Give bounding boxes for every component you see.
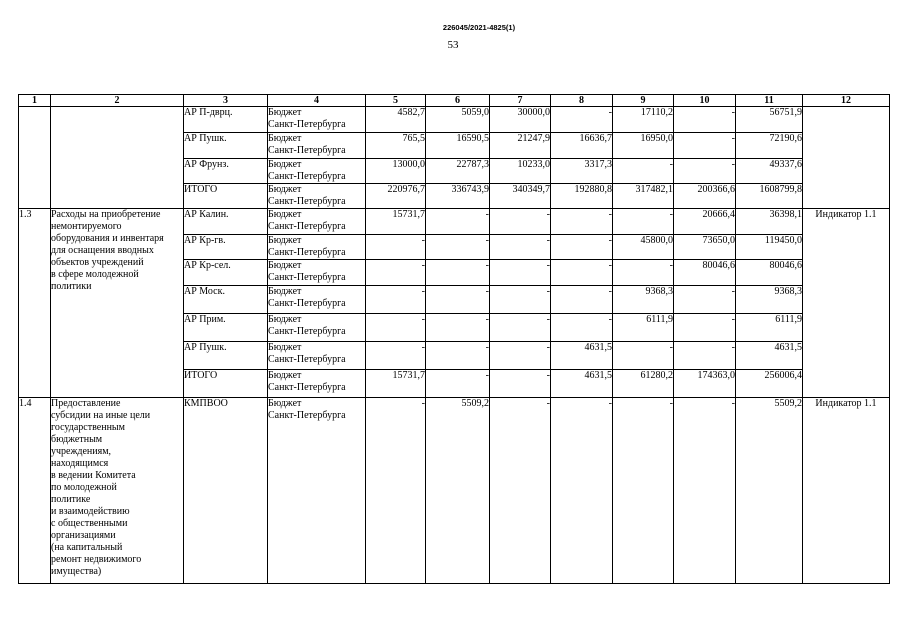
item-number-cell: 1.4 [19,398,51,584]
column-header: 11 [736,95,803,107]
value-cell: 73650,0 [674,235,736,260]
value-cell: - [674,107,736,133]
value-cell: 15731,7 [366,209,426,235]
value-cell: 4582,7 [366,107,426,133]
executor-cell: АР Кр-сел. [184,260,268,286]
value-cell: 317482,1 [613,184,674,209]
item-description-cell: Предоставление субсидии на иные цели государственным бюджетным учреждениям, находящимся в ведении Комитета по молодежной политике и взаимодействию с общественными организациями (на капитальный ремонт недвижимого имущества) [51,398,184,584]
value-cell: - [366,342,426,370]
total-value-cell: 80046,6 [736,260,803,286]
funding-source-cell: Бюджет Санкт-Петербурга [268,133,366,159]
total-value-cell: 49337,6 [736,159,803,184]
value-cell: 9368,3 [613,286,674,314]
table-row [19,398,890,584]
item-number-cell [19,107,51,209]
value-cell: 192880,8 [551,184,613,209]
document-id: 226045/2021-4825(1) [442,23,516,32]
value-cell: - [366,314,426,342]
value-cell: - [490,235,551,260]
total-value-cell: 72190,6 [736,133,803,159]
value-cell: 16950,0 [613,133,674,159]
total-value-cell: 36398,1 [736,209,803,235]
value-cell: - [426,314,490,342]
value-cell: - [613,260,674,286]
value-cell: 340349,7 [490,184,551,209]
value-cell: - [551,286,613,314]
column-header: 3 [184,95,268,107]
funding-source-cell: Бюджет Санкт-Петербурга [268,286,366,314]
value-cell: - [613,209,674,235]
executor-cell: АР Фрунз. [184,159,268,184]
value-cell: - [613,342,674,370]
value-cell: 61280,2 [613,370,674,398]
executor-cell: АР Кр-гв. [184,235,268,260]
value-cell: - [366,260,426,286]
total-value-cell: 4631,5 [736,342,803,370]
total-value-cell: 256006,4 [736,370,803,398]
funding-source-cell: Бюджет Санкт-Петербурга [268,184,366,209]
value-cell: 15731,7 [366,370,426,398]
total-value-cell: 5509,2 [736,398,803,584]
executor-cell: АР П-дврц. [184,107,268,133]
column-header: 7 [490,95,551,107]
value-cell: - [551,209,613,235]
funding-source-cell: Бюджет Санкт-Петербурга [268,370,366,398]
column-header: 10 [674,95,736,107]
total-value-cell: 6111,9 [736,314,803,342]
value-cell: 6111,9 [613,314,674,342]
value-cell: - [674,159,736,184]
indicator-cell: Индикатор 1.1 [803,398,890,584]
funding-source-cell: Бюджет Санкт-Петербурга [268,342,366,370]
value-cell: - [426,342,490,370]
value-cell: 45800,0 [613,235,674,260]
budget-table [18,94,890,584]
value-cell: - [490,314,551,342]
value-cell: - [426,209,490,235]
value-cell: 5509,2 [426,398,490,584]
indicator-cell: Индикатор 1.1 [803,209,890,398]
column-header: 8 [551,95,613,107]
value-cell: 174363,0 [674,370,736,398]
value-cell: - [490,398,551,584]
table-row [19,209,890,235]
value-cell: - [674,133,736,159]
item-description-cell [51,107,184,209]
page-number: 53 [447,39,459,51]
value-cell: - [613,398,674,584]
executor-cell: АР Прим. [184,314,268,342]
executor-cell: АР Пушк. [184,133,268,159]
value-cell: 22787,3 [426,159,490,184]
funding-source-cell: Бюджет Санкт-Петербурга [268,235,366,260]
value-cell: - [426,286,490,314]
table-row [19,107,890,133]
value-cell: 20666,4 [674,209,736,235]
executor-cell: ИТОГО [184,370,268,398]
value-cell: 13000,0 [366,159,426,184]
value-cell: - [551,107,613,133]
value-cell: 16590,5 [426,133,490,159]
value-cell: - [613,159,674,184]
value-cell: 4631,5 [551,370,613,398]
total-value-cell: 1608799,8 [736,184,803,209]
total-value-cell: 56751,9 [736,107,803,133]
value-cell: 16636,7 [551,133,613,159]
value-cell: - [490,342,551,370]
item-description-cell: Расходы на приобретение немонтируемого оборудования и инвентаря для оснащения вводных объектов учреждений в сфере молодежной политики [51,209,184,398]
executor-cell: ИТОГО [184,184,268,209]
executor-cell: АР Пушк. [184,342,268,370]
value-cell: 21247,9 [490,133,551,159]
total-value-cell: 9368,3 [736,286,803,314]
value-cell: 336743,9 [426,184,490,209]
value-cell: 220976,7 [366,184,426,209]
value-cell: - [490,286,551,314]
column-header: 9 [613,95,674,107]
value-cell: - [551,235,613,260]
funding-source-cell: Бюджет Санкт-Петербурга [268,209,366,235]
value-cell: - [490,209,551,235]
funding-source-cell: Бюджет Санкт-Петербурга [268,260,366,286]
value-cell: 80046,6 [674,260,736,286]
value-cell: 3317,3 [551,159,613,184]
funding-source-cell: Бюджет Санкт-Петербурга [268,398,366,584]
value-cell: - [674,314,736,342]
value-cell: - [551,398,613,584]
column-header: 4 [268,95,366,107]
column-header: 2 [51,95,184,107]
value-cell: - [674,398,736,584]
value-cell: 765,5 [366,133,426,159]
value-cell: 200366,6 [674,184,736,209]
value-cell: - [426,370,490,398]
value-cell: 17110,2 [613,107,674,133]
value-cell: - [426,260,490,286]
column-header: 6 [426,95,490,107]
value-cell: - [426,235,490,260]
column-header: 12 [803,95,890,107]
indicator-cell [803,107,890,209]
value-cell: - [490,260,551,286]
value-cell: 30000,0 [490,107,551,133]
executor-cell: АР Калин. [184,209,268,235]
executor-cell: КМПВОО [184,398,268,584]
value-cell: - [490,370,551,398]
table-header-row [19,95,890,107]
value-cell: - [551,260,613,286]
value-cell: - [674,286,736,314]
total-value-cell: 119450,0 [736,235,803,260]
value-cell: 5059,0 [426,107,490,133]
value-cell: - [366,235,426,260]
column-header: 1 [19,95,51,107]
value-cell: - [674,342,736,370]
funding-source-cell: Бюджет Санкт-Петербурга [268,314,366,342]
funding-source-cell: Бюджет Санкт-Петербурга [268,107,366,133]
executor-cell: АР Моск. [184,286,268,314]
value-cell: - [366,286,426,314]
value-cell: - [366,398,426,584]
funding-source-cell: Бюджет Санкт-Петербурга [268,159,366,184]
column-header: 5 [366,95,426,107]
value-cell: 10233,0 [490,159,551,184]
value-cell: 4631,5 [551,342,613,370]
item-number-cell: 1.3 [19,209,51,398]
value-cell: - [551,314,613,342]
